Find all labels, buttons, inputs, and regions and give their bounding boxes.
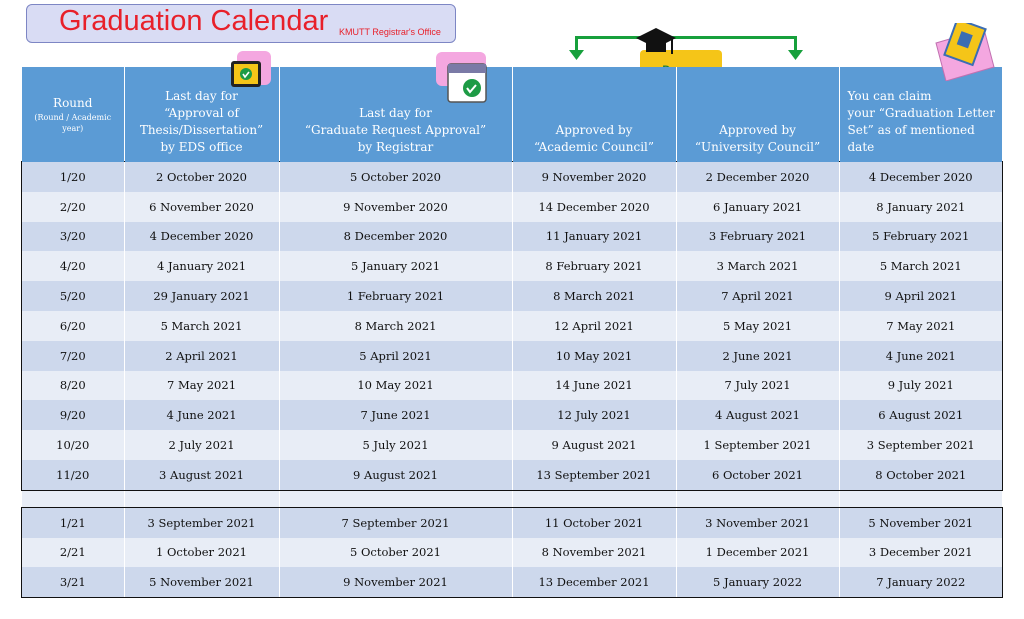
cell-university-council-date: 1 September 2021	[676, 430, 839, 460]
cell-university-council-date: 5 January 2022	[676, 567, 839, 597]
cell-academic-council-date: 14 June 2021	[512, 371, 676, 401]
cell-round: 2/21	[22, 538, 124, 568]
page-subtitle: KMUTT Registrar's Office	[339, 27, 441, 37]
table-row	[22, 567, 1002, 597]
cell-eds-approval-date: 3 August 2021	[124, 460, 279, 490]
cell-claim-date: 9 July 2021	[839, 371, 1002, 401]
table-row	[22, 162, 1002, 192]
table-row	[22, 192, 1002, 222]
cell-round: 1/21	[22, 508, 124, 538]
cell-eds-approval-date: 6 November 2020	[124, 192, 279, 222]
cell-academic-council-date: 12 July 2021	[512, 400, 676, 430]
graduation-cap-icon	[634, 26, 678, 60]
cell-university-council-date: 2 June 2021	[676, 341, 839, 371]
cell-university-council-date: 6 October 2021	[676, 460, 839, 490]
page-title: Graduation Calendar	[59, 5, 329, 37]
cell-eds-approval-date: 5 November 2021	[124, 567, 279, 597]
cell-eds-approval-date: 4 January 2021	[124, 251, 279, 281]
cell-round: 6/20	[22, 311, 124, 341]
cell-claim-date: 8 October 2021	[839, 460, 1002, 490]
table-row	[22, 508, 1002, 538]
cell-academic-council-date: 8 November 2021	[512, 538, 676, 568]
approval-span-line	[575, 36, 797, 39]
cell-eds-approval-date: 2 October 2020	[124, 162, 279, 192]
cell-eds-approval-date: 4 June 2021	[124, 400, 279, 430]
col-header-round-sub: (Round / Academic year)	[34, 113, 112, 133]
cell-round: 9/20	[22, 400, 124, 430]
cell-claim-date: 5 November 2021	[839, 508, 1002, 538]
col-header-round: Round (Round / Academic year)	[22, 67, 124, 162]
cell-university-council-date: 7 April 2021	[676, 281, 839, 311]
cell-university-council-date: 7 July 2021	[676, 371, 839, 401]
cell-eds-approval-date: 4 December 2020	[124, 222, 279, 252]
col-header-claim: You can claim your “Graduation Letter Set” as of mentioned date	[839, 67, 1002, 162]
table-row	[22, 460, 1002, 490]
cell-registrar-approval-date: 10 May 2021	[279, 371, 512, 401]
cell-claim-date: 7 May 2021	[839, 311, 1002, 341]
table-row	[22, 538, 1002, 568]
table-row	[22, 281, 1002, 311]
cell-academic-council-date: 13 December 2021	[512, 567, 676, 597]
cell-registrar-approval-date: 1 February 2021	[279, 281, 512, 311]
cell-registrar-approval-date: 5 October 2020	[279, 162, 512, 192]
cell-round: 3/21	[22, 567, 124, 597]
cell-registrar-approval-date: 5 July 2021	[279, 430, 512, 460]
cell-registrar-approval-date: 5 April 2021	[279, 341, 512, 371]
cell-academic-council-date: 9 August 2021	[512, 430, 676, 460]
cell-claim-date: 6 August 2021	[839, 400, 1002, 430]
cell-round: 11/20	[22, 460, 124, 490]
cell-registrar-approval-date: 9 November 2020	[279, 192, 512, 222]
table-row	[22, 430, 1002, 460]
cell-university-council-date: 3 February 2021	[676, 222, 839, 252]
cell-university-council-date: 1 December 2021	[676, 538, 839, 568]
cell-university-council-date: 4 August 2021	[676, 400, 839, 430]
rounds-2021	[22, 508, 1002, 597]
cell-academic-council-date: 14 December 2020	[512, 192, 676, 222]
col-header-academic-council: Approved by “Academic Council”	[512, 67, 676, 162]
cell-round: 4/20	[22, 251, 124, 281]
cell-round: 5/20	[22, 281, 124, 311]
cell-eds-approval-date: 2 April 2021	[124, 341, 279, 371]
cell-registrar-approval-date: 8 March 2021	[279, 311, 512, 341]
cell-registrar-approval-date: 9 November 2021	[279, 567, 512, 597]
cell-round: 7/20	[22, 341, 124, 371]
rounds-2020	[22, 162, 1002, 490]
cell-claim-date: 5 February 2021	[839, 222, 1002, 252]
cell-academic-council-date: 13 September 2021	[512, 460, 676, 490]
cell-academic-council-date: 11 October 2021	[512, 508, 676, 538]
cell-round: 1/20	[22, 162, 124, 192]
cell-university-council-date: 3 November 2021	[676, 508, 839, 538]
col-header-registrar: Last day for “Graduate Request Approval” by Registrar	[279, 67, 512, 162]
calendar-check-icon	[436, 52, 488, 104]
cell-round: 10/20	[22, 430, 124, 460]
cell-eds-approval-date: 5 March 2021	[124, 311, 279, 341]
col-header-university-council: Approved by “University Council”	[676, 67, 839, 162]
cell-academic-council-date: 12 April 2021	[512, 311, 676, 341]
cell-eds-approval-date: 3 September 2021	[124, 508, 279, 538]
table-row	[22, 400, 1002, 430]
cell-academic-council-date: 11 January 2021	[512, 222, 676, 252]
thesis-check-icon	[231, 51, 271, 93]
title-box	[26, 4, 456, 43]
cell-academic-council-date: 8 March 2021	[512, 281, 676, 311]
spacer-row	[22, 490, 1002, 508]
cell-claim-date: 7 January 2022	[839, 567, 1002, 597]
table-row	[22, 311, 1002, 341]
cell-claim-date: 5 March 2021	[839, 251, 1002, 281]
cell-eds-approval-date: 7 May 2021	[124, 371, 279, 401]
col-header-eds: Last day for “Approval of Thesis/Dissertation” by EDS office	[124, 67, 279, 162]
cell-registrar-approval-date: 8 December 2020	[279, 222, 512, 252]
cell-registrar-approval-date: 5 January 2021	[279, 251, 512, 281]
table-row	[22, 341, 1002, 371]
cell-academic-council-date: 8 February 2021	[512, 251, 676, 281]
header-row	[22, 67, 1002, 162]
cell-registrar-approval-date: 5 October 2021	[279, 538, 512, 568]
cell-round: 3/20	[22, 222, 124, 252]
cell-claim-date: 9 April 2021	[839, 281, 1002, 311]
table-row	[22, 251, 1002, 281]
cell-eds-approval-date: 29 January 2021	[124, 281, 279, 311]
cell-eds-approval-date: 2 July 2021	[124, 430, 279, 460]
cell-round: 8/20	[22, 371, 124, 401]
table-row	[22, 222, 1002, 252]
cell-claim-date: 8 January 2021	[839, 192, 1002, 222]
cell-round: 2/20	[22, 192, 124, 222]
arrow-down-right-icon	[788, 50, 803, 60]
cell-claim-date: 3 September 2021	[839, 430, 1002, 460]
table-row	[22, 371, 1002, 401]
cell-university-council-date: 6 January 2021	[676, 192, 839, 222]
cell-claim-date: 4 December 2020	[839, 162, 1002, 192]
cell-university-council-date: 3 March 2021	[676, 251, 839, 281]
cell-claim-date: 4 June 2021	[839, 341, 1002, 371]
cell-registrar-approval-date: 7 September 2021	[279, 508, 512, 538]
cell-registrar-approval-date: 7 June 2021	[279, 400, 512, 430]
cell-registrar-approval-date: 9 August 2021	[279, 460, 512, 490]
cell-academic-council-date: 10 May 2021	[512, 341, 676, 371]
cell-eds-approval-date: 1 October 2021	[124, 538, 279, 568]
cell-academic-council-date: 9 November 2020	[512, 162, 676, 192]
arrow-down-left-icon	[569, 50, 584, 60]
cell-university-council-date: 2 December 2020	[676, 162, 839, 192]
cell-university-council-date: 5 May 2021	[676, 311, 839, 341]
spacer	[22, 490, 1002, 508]
cell-claim-date: 3 December 2021	[839, 538, 1002, 568]
graduation-calendar-table	[22, 67, 1002, 597]
letter-envelope-icon	[928, 23, 998, 81]
